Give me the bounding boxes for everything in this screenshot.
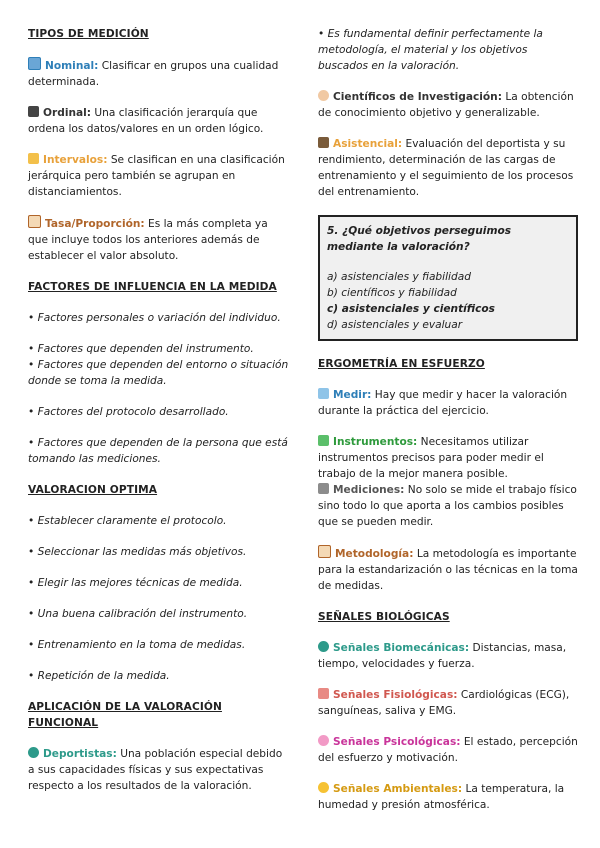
- teacher-icon: [318, 137, 329, 148]
- tasa-text: Es la más completa ya que incluye todos los anteriores además de establecer el valor absoluto.: [28, 218, 268, 262]
- fisiologicas-term: Señales Fisiológicas:: [333, 689, 458, 701]
- cientificos-text: La obtención de conocimiento objetivo y generalizable.: [318, 91, 574, 119]
- quiz-option-c: c) asistenciales y científicos: [327, 303, 495, 315]
- biomecanicas-item: [318, 640, 578, 672]
- right-column: [318, 26, 578, 828]
- test-tube-icon: [318, 435, 329, 446]
- ordinal-term: Ordinal:: [43, 107, 92, 119]
- ambientales-term: Señales Ambientales:: [333, 783, 463, 795]
- medir-text: Hay que medir y hacer la valoración durante la práctica del ejercicio.: [318, 389, 568, 417]
- medir-item: [318, 387, 578, 419]
- metodologia-note: • Es fundamental definir perfectamente la metodología, el material y los objetivos buscados en la valoración.: [318, 28, 543, 72]
- intervalos-text: Se clasifican en una clasificación jerárquica pero también se agrupan en distanciamientos.: [28, 154, 285, 198]
- folder-icon: [28, 153, 39, 164]
- instrumentos-item: [318, 434, 578, 482]
- ranking-icon: [28, 106, 39, 117]
- asistencial-term: Asistencial:: [333, 138, 403, 150]
- factor-item-3: • Factores que dependen del entorno o situación donde se toma la medida.: [28, 359, 289, 387]
- valoracion-item-5: • Entrenamiento en la toma de medidas.: [28, 639, 246, 651]
- fisiologicas-text: Cardiológicas (ECG), sanguíneas, saliva y EMG.: [318, 689, 570, 717]
- grid-icon: [28, 57, 41, 70]
- fisiologicas-item: [318, 687, 578, 719]
- quiz-option-d: d) asistenciales y evaluar: [327, 319, 463, 331]
- sun-icon: [318, 782, 329, 793]
- deportistas-term: Deportistas:: [43, 748, 117, 760]
- quiz-option-a: a) asistenciales y fiabilidad: [327, 271, 471, 283]
- biomecanicas-text: Distancias, masa, tiempo, velocidades y fuerza.: [318, 642, 567, 670]
- asistencial-item: [318, 136, 578, 200]
- factor-item-2: • Factores que dependen del instrumento.: [28, 343, 254, 355]
- factores-heading: FACTORES DE INFLUENCIA EN LA MEDIDA: [28, 281, 277, 293]
- quiz-option-b: b) científicos y fiabilidad: [327, 287, 457, 299]
- deportistas-item: [28, 746, 290, 794]
- factor-item-5: • Factores que dependen de la persona que está tomando las mediciones.: [28, 437, 288, 465]
- lungs-icon: [318, 688, 329, 699]
- nominal-term: Nominal:: [45, 60, 99, 72]
- psicologicas-item: [318, 734, 578, 766]
- clipboard-icon: [28, 215, 41, 228]
- gear-icon: [318, 641, 329, 652]
- tasa-item: [28, 215, 290, 264]
- biomecanicas-term: Señales Biomecánicas:: [333, 642, 470, 654]
- mediciones-text: No solo se mide el trabajo físico sino todo lo que aporta a los cambios posibles que se pueden medir.: [318, 484, 577, 528]
- medir-term: Medir:: [333, 389, 372, 401]
- ergometria-heading: ERGOMETRÍA EN ESFUERZO: [318, 358, 485, 370]
- ordinal-item: [28, 105, 290, 137]
- aplicacion-heading: APLICACIÓN DE LA VALORACIÓN FUNCIONAL: [28, 701, 222, 729]
- tasa-term: Tasa/Proporción:: [45, 218, 145, 230]
- ambientales-text: La temperatura, la humedad y presión atmosférica.: [318, 783, 565, 811]
- microscope-icon: [318, 483, 329, 494]
- instrumentos-text: Necesitamos utilizar instrumentos precisos para poder medir el trabajo de la mejor manera posible.: [318, 436, 544, 480]
- instrumentos-term: Instrumentos:: [333, 436, 418, 448]
- nominal-item: [28, 57, 290, 90]
- intervalos-term: Intervalos:: [43, 154, 108, 166]
- valoracion-item-6: • Repetición de la medida.: [28, 670, 170, 682]
- deportistas-text: Una población especial debido a sus capacidades físicas y sus expectativas respecto a los resultados de la valoración.: [28, 748, 283, 792]
- metodologia-text: La metodología es importante para la estandarización o las técnicas en la toma de medidas.: [318, 548, 578, 592]
- ruler-icon: [318, 388, 329, 399]
- nominal-text: Clasificar en grupos una cualidad determinada.: [28, 60, 279, 88]
- mediciones-item: [318, 482, 578, 530]
- metodologia-term: Metodología:: [335, 548, 414, 560]
- valoracion-heading: VALORACION OPTIMA: [28, 484, 158, 496]
- tipos-heading: TIPOS DE MEDICIÓN: [28, 28, 149, 40]
- psicologicas-text: El estado, percepción del esfuerzo y motivación.: [318, 736, 578, 764]
- cientificos-term: Científicos de Investigación:: [333, 91, 502, 103]
- cientificos-item: [318, 89, 578, 121]
- ambientales-item: [318, 781, 578, 813]
- quiz-question: 5. ¿Qué objetivos perseguimos mediante la valoración?: [327, 225, 512, 253]
- mediciones-term: Mediciones:: [333, 484, 405, 496]
- scientist-icon: [318, 90, 329, 101]
- senales-heading: SEÑALES BIOLÓGICAS: [318, 611, 450, 623]
- valoracion-item-4: • Una buena calibración del instrumento.: [28, 608, 248, 620]
- ordinal-text: Una clasificación jerarquía que ordena los datos/valores en un orden lógico.: [28, 107, 264, 135]
- quiz-box: [318, 215, 578, 341]
- left-column: [28, 26, 290, 809]
- asistencial-text: Evaluación del deportista y su rendimiento, determinación de las cargas de entrenamiento y el seguimiento de los procesos del entrenamiento.: [318, 138, 574, 198]
- factor-item-4: • Factores del protocolo desarrollado.: [28, 406, 229, 418]
- runner-icon: [28, 747, 39, 758]
- valoracion-item-2: • Seleccionar las medidas más objetivos.: [28, 546, 247, 558]
- metodologia-item: [318, 545, 578, 594]
- valoracion-item-3: • Elegir las mejores técnicas de medida.: [28, 577, 243, 589]
- factor-item-1: • Factores personales o variación del individuo.: [28, 312, 281, 324]
- valoracion-item-1: • Establecer claramente el protocolo.: [28, 515, 227, 527]
- brain-icon: [318, 735, 329, 746]
- psicologicas-term: Señales Psicológicas:: [333, 736, 461, 748]
- clipboard-icon: [318, 545, 331, 558]
- intervalos-item: [28, 152, 290, 200]
